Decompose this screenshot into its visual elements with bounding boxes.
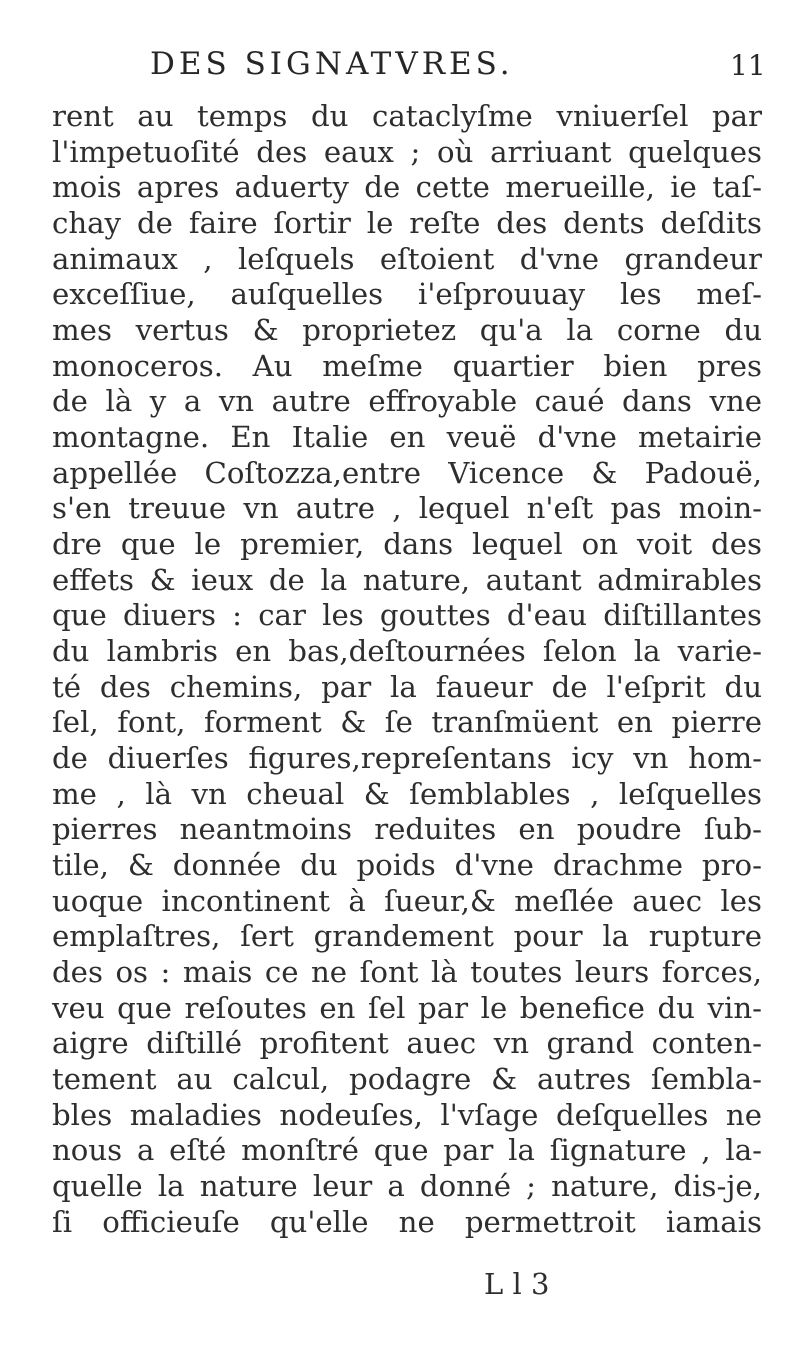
- text-line: des os : mais ce ne ſont là toutes leurs forces,: [52, 955, 762, 989]
- catchword: L l 3: [484, 1267, 550, 1301]
- text-line: mes vertus & proprietez qu'a la corne du: [52, 313, 762, 347]
- text-line: tement au calcul, podagre & autres ſembla-: [52, 1062, 762, 1096]
- text-line: bles maladies nodeuſes, l'vſage deſquelles ne: [52, 1098, 762, 1132]
- text-line: exceſſiue, auſquelles i'eſprouuay les meſ-: [52, 277, 762, 311]
- text-line: tile, & donnée du poids d'vne drachme pro-: [52, 848, 762, 882]
- text-line: uoque incontinent à ſueur,& meſlée auec les: [52, 884, 762, 918]
- running-head: DES SIGNATVRES.: [150, 46, 514, 82]
- text-line: pierres neantmoins reduites en poudre ſub-: [52, 812, 762, 846]
- page-number: 11: [730, 49, 766, 82]
- text-line: rent au temps du cataclyſme vniuerſel par: [52, 99, 762, 133]
- text-line: effets & ieux de la nature, autant admirables: [52, 563, 762, 597]
- text-line: de là y a vn autre effroyable caué dans vne: [52, 384, 762, 418]
- text-line: me , là vn cheual & ſemblables , leſquelles: [52, 777, 762, 811]
- text-line: du lambris en bas,deſtournées ſelon la varie-: [52, 634, 762, 668]
- text-line: monoceros. Au meſme quartier bien pres: [52, 349, 762, 383]
- text-line: appellée Coſtozza,entre Vicence & Padouë,: [52, 456, 762, 490]
- text-line: aigre diſtillé profitent auec vn grand conten-: [52, 1026, 762, 1060]
- text-line: chay de faire ſortir le reſte des dents deſdits: [52, 206, 762, 240]
- text-line: dre que le premier, dans lequel on voit des: [52, 527, 762, 561]
- page-header: [150, 46, 766, 96]
- text-line: que diuers : car les gouttes d'eau diſtillantes: [52, 598, 762, 632]
- text-line: nous a eſté monſtré que par la ſignature , la-: [52, 1133, 762, 1167]
- text-line: s'en treuue vn autre , lequel n'eſt pas moin-: [52, 491, 762, 525]
- text-line: l'impetuoſité des eaux ; où arriuant quelques: [52, 135, 762, 169]
- text-line: té des chemins, par la faueur de l'eſprit du: [52, 670, 762, 704]
- text-line: emplaſtres, ſert grandement pour la rupture: [52, 919, 762, 953]
- text-line: animaux , leſquels eſtoient d'vne grandeur: [52, 242, 762, 276]
- text-line: quelle la nature leur a donné ; nature, dis-je,: [52, 1169, 762, 1203]
- text-line: ſel, font, forment & ſe tranſmüent en pierre: [52, 705, 762, 739]
- text-line: montagne. En Italie en veuë d'vne metairie: [52, 420, 762, 454]
- text-line: mois apres aduerty de cette merueille, ie taſ-: [52, 170, 762, 204]
- text-line: ſi officieuſe qu'elle ne permettroit iamais: [52, 1205, 762, 1239]
- text-line: veu que reſoutes en ſel par le benefice du vin-: [52, 991, 762, 1025]
- text-line: de diuerſes figures,repreſentans icy vn hom-: [52, 741, 762, 775]
